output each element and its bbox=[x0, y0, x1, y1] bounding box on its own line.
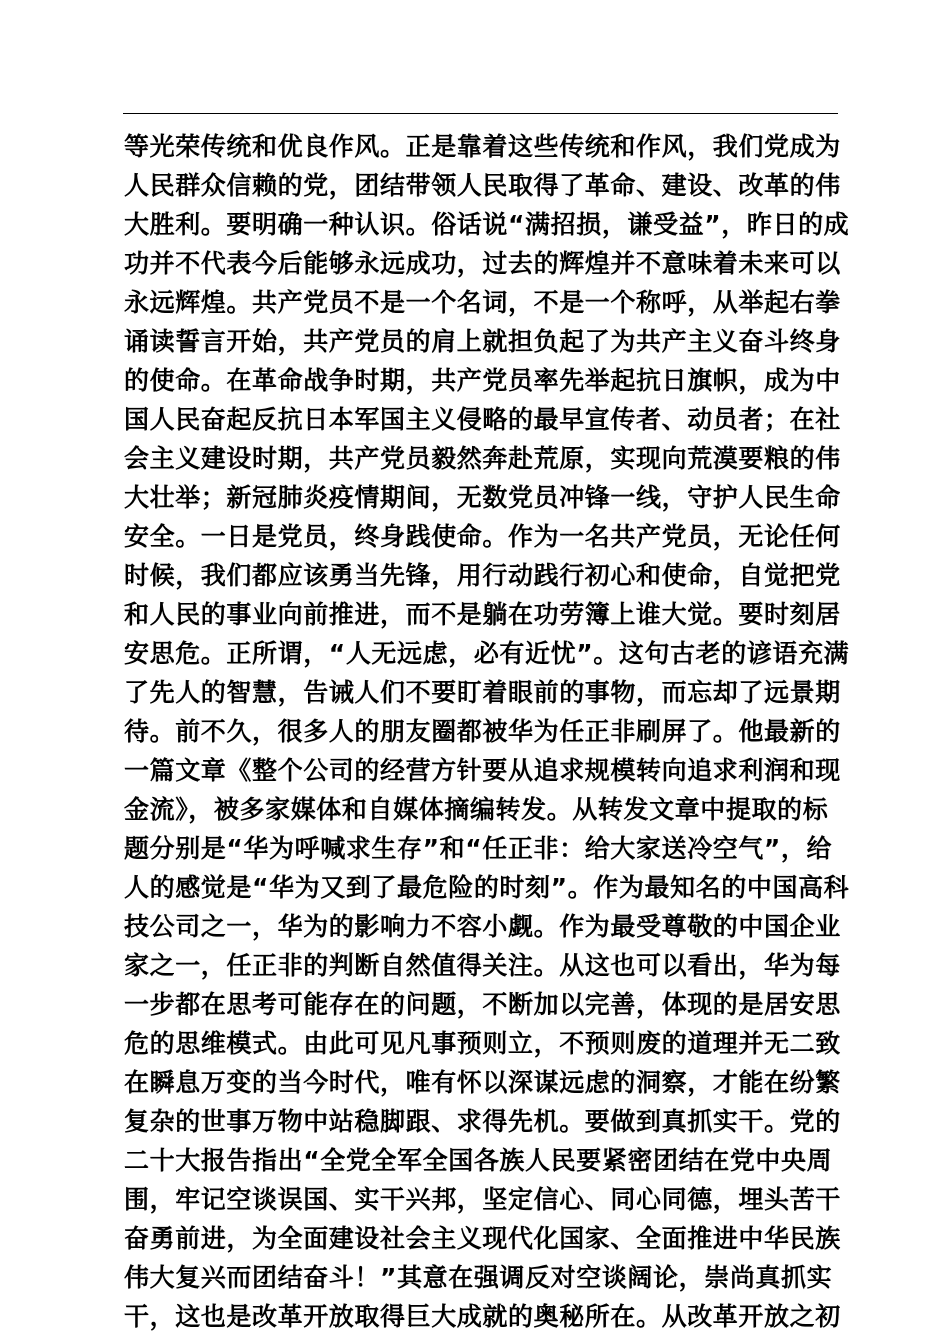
text-line: 奋勇前进，为全面建设社会主义现代化国家、全面推进中华民族 bbox=[124, 1224, 841, 1253]
text-line: 安思危。正所谓，“人无远虑，必有近忧”。这句古老的谚语充满 bbox=[124, 639, 850, 668]
text-line: 诵读誓言开始，共产党员的肩上就担负起了为共产主义奋斗终身 bbox=[124, 327, 841, 356]
text-line: 大胜利。要明确一种认识。俗话说“满招损，谦受益”，昨日的成 bbox=[124, 210, 850, 239]
text-line: 待。前不久，很多人的朋友圈都被华为任正非刷屏了。他最新的 bbox=[124, 717, 841, 746]
text-line: 大壮举；新冠肺炎疫情期间，无数党员冲锋一线，守护人民生命 bbox=[124, 483, 841, 512]
text-line: 技公司之一，华为的影响力不容小觑。作为最受尊敬的中国企业 bbox=[124, 912, 841, 941]
text-line: 伟大复兴而团结奋斗！”其意在强调反对空谈阔论，崇尚真抓实 bbox=[124, 1263, 833, 1292]
text-line: 家之一，任正非的判断自然值得关注。从这也可以看出，华为每 bbox=[124, 951, 841, 980]
text-line: 人民群众信赖的党，团结带领人民取得了革命、建设、改革的伟 bbox=[124, 171, 841, 200]
text-line: 了先人的智慧，告诫人们不要盯着眼前的事物，而忘却了远景期 bbox=[124, 678, 841, 707]
text-line: 二十大报告指出“全党全军全国各族人民要紧密团结在党中央周 bbox=[124, 1146, 833, 1175]
text-line: 等光荣传统和优良作风。正是靠着这些传统和作风，我们党成为 bbox=[124, 132, 841, 161]
body-paragraph bbox=[124, 127, 850, 1336]
text-line: 国人民奋起反抗日本军国主义侵略的最早宣传者、动员者；在社 bbox=[124, 405, 841, 434]
header-rule bbox=[123, 113, 838, 114]
text-line: 的使命。在革命战争时期，共产党员率先举起抗日旗帜，成为中 bbox=[124, 366, 841, 395]
text-line: 和人民的事业向前推进，而不是躺在功劳簿上谁大觉。要时刻居 bbox=[124, 600, 841, 629]
text-line: 金流》，被多家媒体和自媒体摘编转发。从转发文章中提取的标 bbox=[124, 795, 829, 824]
text-line: 一篇文章《整个公司的经营方针要从追求规模转向追求利润和现 bbox=[124, 756, 841, 785]
text-line: 人的感觉是“华为又到了最危险的时刻”。作为最知名的中国高科 bbox=[124, 873, 850, 902]
text-line: 复杂的世事万物中站稳脚跟、求得先机。要做到真抓实干。党的 bbox=[124, 1107, 841, 1136]
text-line: 干，这也是改革开放取得巨大成就的奥秘所在。从改革开放之初 bbox=[124, 1302, 841, 1331]
text-line: 会主义建设时期，共产党员毅然奔赴荒原，实现向荒漠要粮的伟 bbox=[124, 444, 841, 473]
text-line: 围，牢记空谈误国、实干兴邦，坚定信心、同心同德，埋头苦干 bbox=[124, 1185, 841, 1214]
text-line: 功并不代表今后能够永远成功，过去的辉煌并不意味着未来可以 bbox=[124, 249, 841, 278]
text-line: 安全。一日是党员，终身践使命。作为一名共产党员，无论任何 bbox=[124, 522, 841, 551]
text-line: 危的思维模式。由此可见凡事预则立，不预则废的道理并无二致 bbox=[124, 1029, 841, 1058]
text-line: 题分别是“华为呼喊求生存”和“任正非：给大家送冷空气”，给 bbox=[124, 834, 833, 863]
text-line: 时候，我们都应该勇当先锋，用行动践行初心和使命，自觉把党 bbox=[124, 561, 841, 590]
text-line: 一步都在思考可能存在的问题，不断加以完善，体现的是居安思 bbox=[124, 990, 841, 1019]
text-line: 在瞬息万变的当今时代，唯有怀以深谋远虑的洞察，才能在纷繁 bbox=[124, 1068, 841, 1097]
text-line: 永远辉煌。共产党员不是一个名词，不是一个称呼，从举起右拳 bbox=[124, 288, 841, 317]
